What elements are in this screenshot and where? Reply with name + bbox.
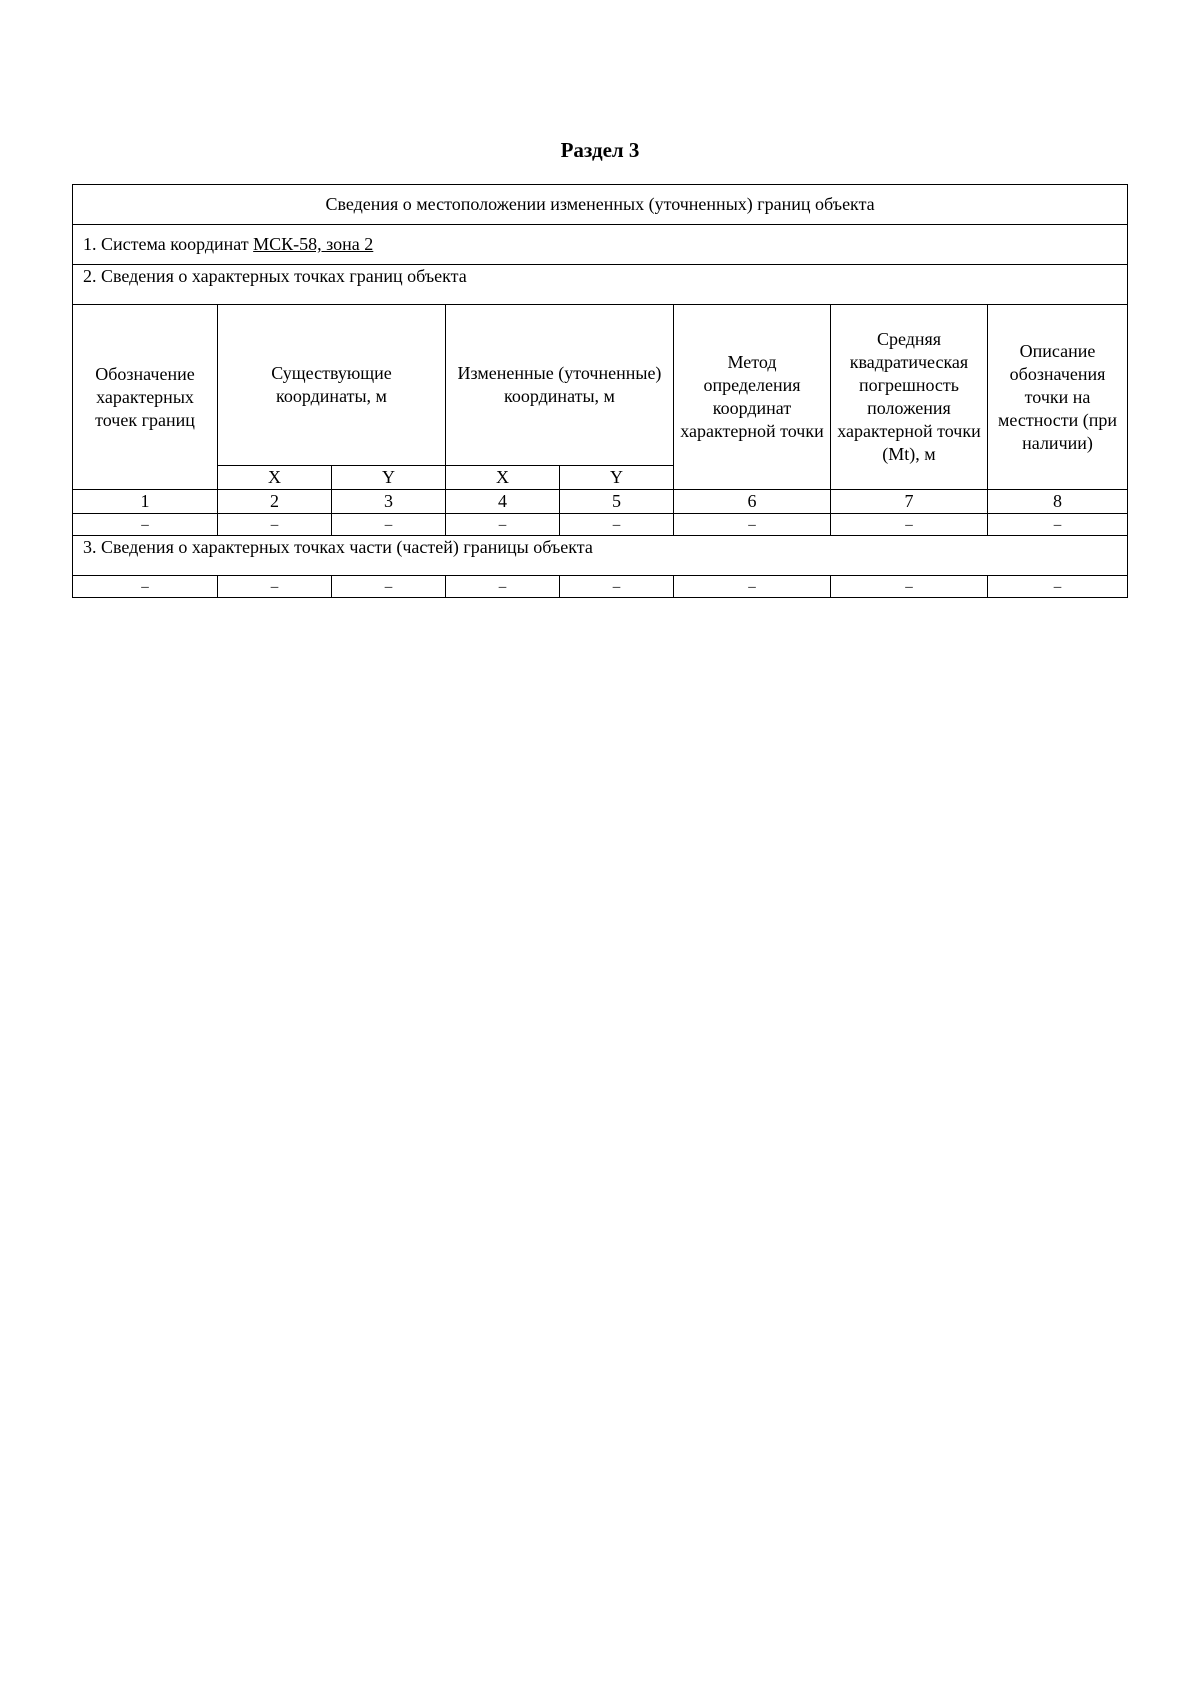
parts-heading-row: [73, 536, 1128, 576]
table-cell: –: [988, 514, 1128, 536]
table-cell: –: [560, 514, 674, 536]
header-changed-coords: Измененные (уточненные) координаты, м: [446, 305, 674, 466]
table-cell: –: [831, 576, 988, 598]
table-cell: –: [988, 576, 1128, 598]
table-cell: –: [218, 514, 332, 536]
table-row: [73, 514, 1128, 536]
table-cell: –: [831, 514, 988, 536]
points-heading-row: [73, 265, 1128, 305]
boundary-table: [72, 184, 1128, 598]
coord-system-cell: [73, 225, 1128, 265]
table-cell: –: [446, 576, 560, 598]
column-number: 1: [73, 490, 218, 514]
table-cell: –: [674, 576, 831, 598]
column-number: 2: [218, 490, 332, 514]
column-number: 3: [332, 490, 446, 514]
table-cell: –: [674, 514, 831, 536]
header-existing-coords: Существующие координаты, м: [218, 305, 446, 466]
header-row-main: [73, 305, 1128, 466]
section-title: Раздел 3: [560, 138, 640, 162]
table-cell: –: [332, 576, 446, 598]
table-cell: –: [560, 576, 674, 598]
table-caption: Сведения о местоположении измененных (уточненных) границ объекта: [73, 185, 1128, 225]
table-cell: –: [218, 576, 332, 598]
coord-system-row: [73, 225, 1128, 265]
header-designation: Обозначение характерных точек границ: [73, 305, 218, 490]
header-description: Описание обозначения точки на местности (при наличии): [988, 305, 1128, 490]
table-cell: –: [446, 514, 560, 536]
header-existing-x: X: [218, 466, 332, 490]
column-number: 7: [831, 490, 988, 514]
points-heading: 2. Сведения о характерных точках границ объекта: [73, 265, 1128, 305]
header-rms-error: Средняя квадратическая погрешность положения характерной точки (Mt), м: [831, 305, 988, 490]
column-number: 6: [674, 490, 831, 514]
header-changed-x: X: [446, 466, 560, 490]
header-method: Метод определения координат характерной точки: [674, 305, 831, 490]
column-number: 5: [560, 490, 674, 514]
column-numbers-row: [73, 490, 1128, 514]
header-existing-y: Y: [332, 466, 446, 490]
table-row: [73, 576, 1128, 598]
parts-heading: 3. Сведения о характерных точках части (частей) границы объекта: [73, 536, 1128, 576]
column-number: 4: [446, 490, 560, 514]
header-changed-y: Y: [560, 466, 674, 490]
column-number: 8: [988, 490, 1128, 514]
table-cell: –: [73, 514, 218, 536]
table-caption-row: [73, 185, 1128, 225]
table-cell: –: [73, 576, 218, 598]
coord-system-label: 1. Система координат: [83, 234, 249, 254]
table-cell: –: [332, 514, 446, 536]
coord-system-value: МСК-58, зона 2: [253, 234, 374, 254]
